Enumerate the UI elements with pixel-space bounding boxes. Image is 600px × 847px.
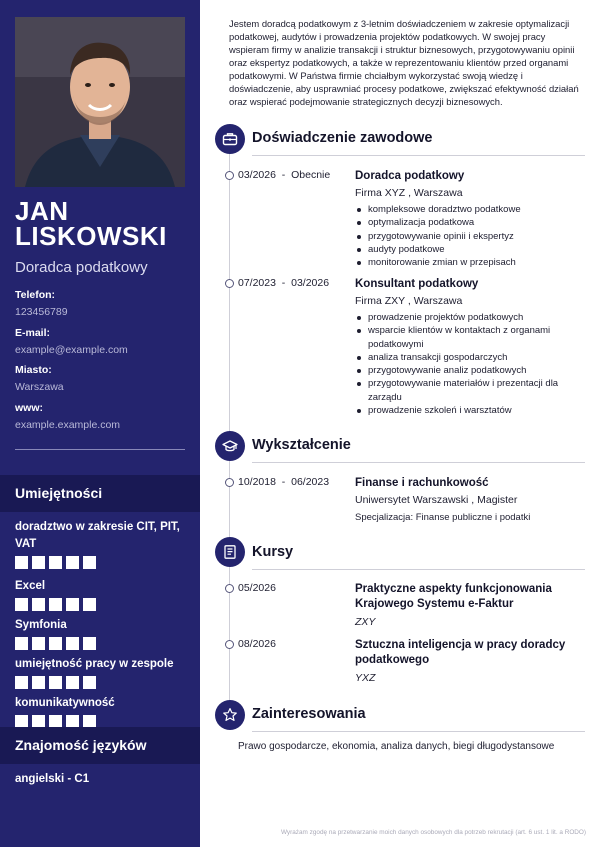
skill-name: doradztwo w zakresie CIT, PIT, VAT: [15, 521, 180, 550]
skill-name: komunikatywność: [15, 697, 115, 709]
skill-level-square: [83, 676, 96, 689]
education-section-title: Wykształcenie: [252, 437, 351, 453]
city-value: Warszawa: [15, 381, 64, 393]
entry-date: 10/2018 - 06/2023: [238, 476, 330, 488]
skill-item: [15, 617, 190, 650]
duty-list: [355, 311, 585, 417]
timeline-bullet: [225, 171, 234, 180]
skill-level-square: [15, 637, 28, 650]
degree-title: Finanse i rachunkowość: [355, 477, 489, 489]
job-company: Firma ZXY , Warszawa: [355, 295, 463, 307]
skill-level-square: [32, 637, 45, 650]
sidebar-divider: [15, 449, 185, 450]
duty-item: audyty podatkowe: [355, 243, 585, 256]
duty-item: analiza transakcji gospodarczych: [355, 351, 585, 364]
contact-email: [15, 327, 190, 357]
job-title: Doradca podatkowy: [355, 170, 465, 182]
duty-item: przygotowywanie analiz podatkowych: [355, 364, 585, 377]
section-divider: [252, 569, 585, 570]
duty-item: kompleksowe doradztwo podatkowe: [355, 203, 585, 216]
entry-date: 05/2026: [238, 582, 276, 594]
course-title: Praktyczne aspekty funkcjonowania Krajowego Systemu e-Faktur: [355, 583, 552, 610]
gdpr-consent: Wyrażam zgodę na przetwarzanie moich danych osobowych dla potrzeb rekrutacji (art. 6 ust. 1 lit. a RODO): [280, 829, 586, 836]
phone-value: 123456789: [15, 306, 68, 318]
skill-name: Excel: [15, 580, 46, 592]
language-item: angielski - C1: [15, 773, 90, 785]
skill-level-square: [15, 556, 28, 569]
duty-item: wsparcie klientów w kontaktach z organami podatkowymi: [355, 324, 585, 351]
section-divider: [252, 155, 585, 156]
duty-item: monitorowanie zmian w przepisach: [355, 256, 585, 269]
skill-level-square: [66, 637, 79, 650]
skill-item: [15, 656, 190, 689]
specialization: Specjalizacja: Finanse publiczne i podatki: [355, 512, 531, 523]
entry-date: 08/2026: [238, 638, 276, 650]
skill-level-square: [32, 676, 45, 689]
timeline-bullet: [225, 584, 234, 593]
entry-date: 07/2023 - 03/2026: [238, 277, 330, 289]
duty-item: prowadzenie szkoleń i warsztatów: [355, 404, 585, 417]
graduation-cap-icon: [215, 431, 245, 461]
skill-level: [15, 556, 190, 569]
phone-label: Telefon:: [15, 289, 56, 301]
course-organizer: ZXY: [355, 616, 376, 628]
skill-level: [15, 637, 190, 650]
skill-level-square: [66, 598, 79, 611]
skill-level-square: [83, 556, 96, 569]
book-icon: [215, 537, 245, 567]
interests-section-title: Zainteresowania: [252, 706, 366, 722]
section-divider: [252, 731, 585, 732]
courses-section-title: Kursy: [252, 544, 294, 560]
person-portrait-icon: [15, 17, 185, 187]
skill-level-square: [49, 556, 62, 569]
contact-phone: [15, 289, 190, 319]
course-title: Sztuczna inteligencja w pracy doradcy podatkowego: [355, 639, 566, 666]
briefcase-icon: [215, 124, 245, 154]
star-icon: [215, 700, 245, 730]
entry-date: 03/2026 - Obecnie: [238, 169, 331, 181]
profile-photo: [15, 17, 185, 187]
email-label: E-mail:: [15, 327, 51, 339]
section-divider: [252, 462, 585, 463]
duty-item: przygotowywanie opinii i ekspertyz: [355, 230, 585, 243]
skill-level-square: [66, 556, 79, 569]
email-value[interactable]: example@example.com: [15, 344, 128, 356]
course-organizer: YXZ: [355, 672, 376, 684]
contact-www: [15, 402, 190, 432]
skill-level: [15, 598, 190, 611]
skill-level-square: [15, 598, 28, 611]
profile-summary: Jestem doradcą podatkowym z 3-letnim doświadczeniem w zakresie optymalizacji podatkowej, audytów i prowadzenia projektów podatkowych. W swojej pracy wspieram firmy w analizie transakcji i struktur biznesowych, przygotowywaniu opinii oraz ekspertyz podatkowych, a także w reprezentowaniu klientów przed organami podatkowymi. W Państwa firmie chciałbym wykorzystać swoją wiedzę i doświadczenie, aby usprawniać procesy podatkowe, zwiększać efektywność działań oraz wspierać podejmowanie strategicznych decyzji biznesowych.: [229, 18, 579, 107]
timeline-bullet: [225, 478, 234, 487]
skill-level: [15, 676, 190, 689]
job-company: Firma XYZ , Warszawa: [355, 187, 463, 199]
duty-item: przygotowywanie materiałów i prezentacji dla zarządu: [355, 377, 585, 404]
last-name: LISKOWSKI: [15, 221, 167, 251]
first-name: JAN: [15, 196, 69, 226]
skill-level-square: [49, 598, 62, 611]
skill-name: umiejętność pracy w zespole: [15, 658, 174, 670]
timeline-line: [229, 150, 230, 710]
www-value[interactable]: example.example.com: [15, 419, 121, 431]
skill-item: [15, 578, 190, 611]
duty-item: optymalizacja podatkowa: [355, 216, 585, 229]
skill-item: [15, 519, 190, 569]
timeline-bullet: [225, 640, 234, 649]
skill-level-square: [83, 637, 96, 650]
school-name: Uniwersytet Warszawski , Magister: [355, 494, 518, 506]
job-role: Doradca podatkowy: [15, 259, 148, 276]
experience-section-title: Doświadczenie zawodowe: [252, 130, 433, 146]
languages-header: Znajomość języków: [0, 727, 200, 764]
skill-level-square: [49, 637, 62, 650]
duty-list: [355, 203, 585, 269]
job-title: Konsultant podatkowy: [355, 278, 479, 290]
interests-text: Prawo gospodarcze, ekonomia, analiza danych, biegi długodystansowe: [238, 741, 555, 752]
contact-city: [15, 364, 190, 394]
sidebar: [0, 0, 200, 847]
duty-item: prowadzenie projektów podatkowych: [355, 311, 585, 324]
www-label: www:: [15, 402, 43, 414]
timeline-bullet: [225, 279, 234, 288]
city-label: Miasto:: [15, 364, 52, 376]
skill-level-square: [32, 598, 45, 611]
skill-name: Symfonia: [15, 619, 67, 631]
skill-level-square: [66, 676, 79, 689]
skill-level-square: [83, 598, 96, 611]
candidate-name: [15, 196, 195, 251]
skills-header: Umiejętności: [0, 475, 200, 512]
skill-item: [15, 695, 190, 728]
skill-level-square: [15, 676, 28, 689]
skill-level-square: [49, 676, 62, 689]
skill-level-square: [32, 556, 45, 569]
